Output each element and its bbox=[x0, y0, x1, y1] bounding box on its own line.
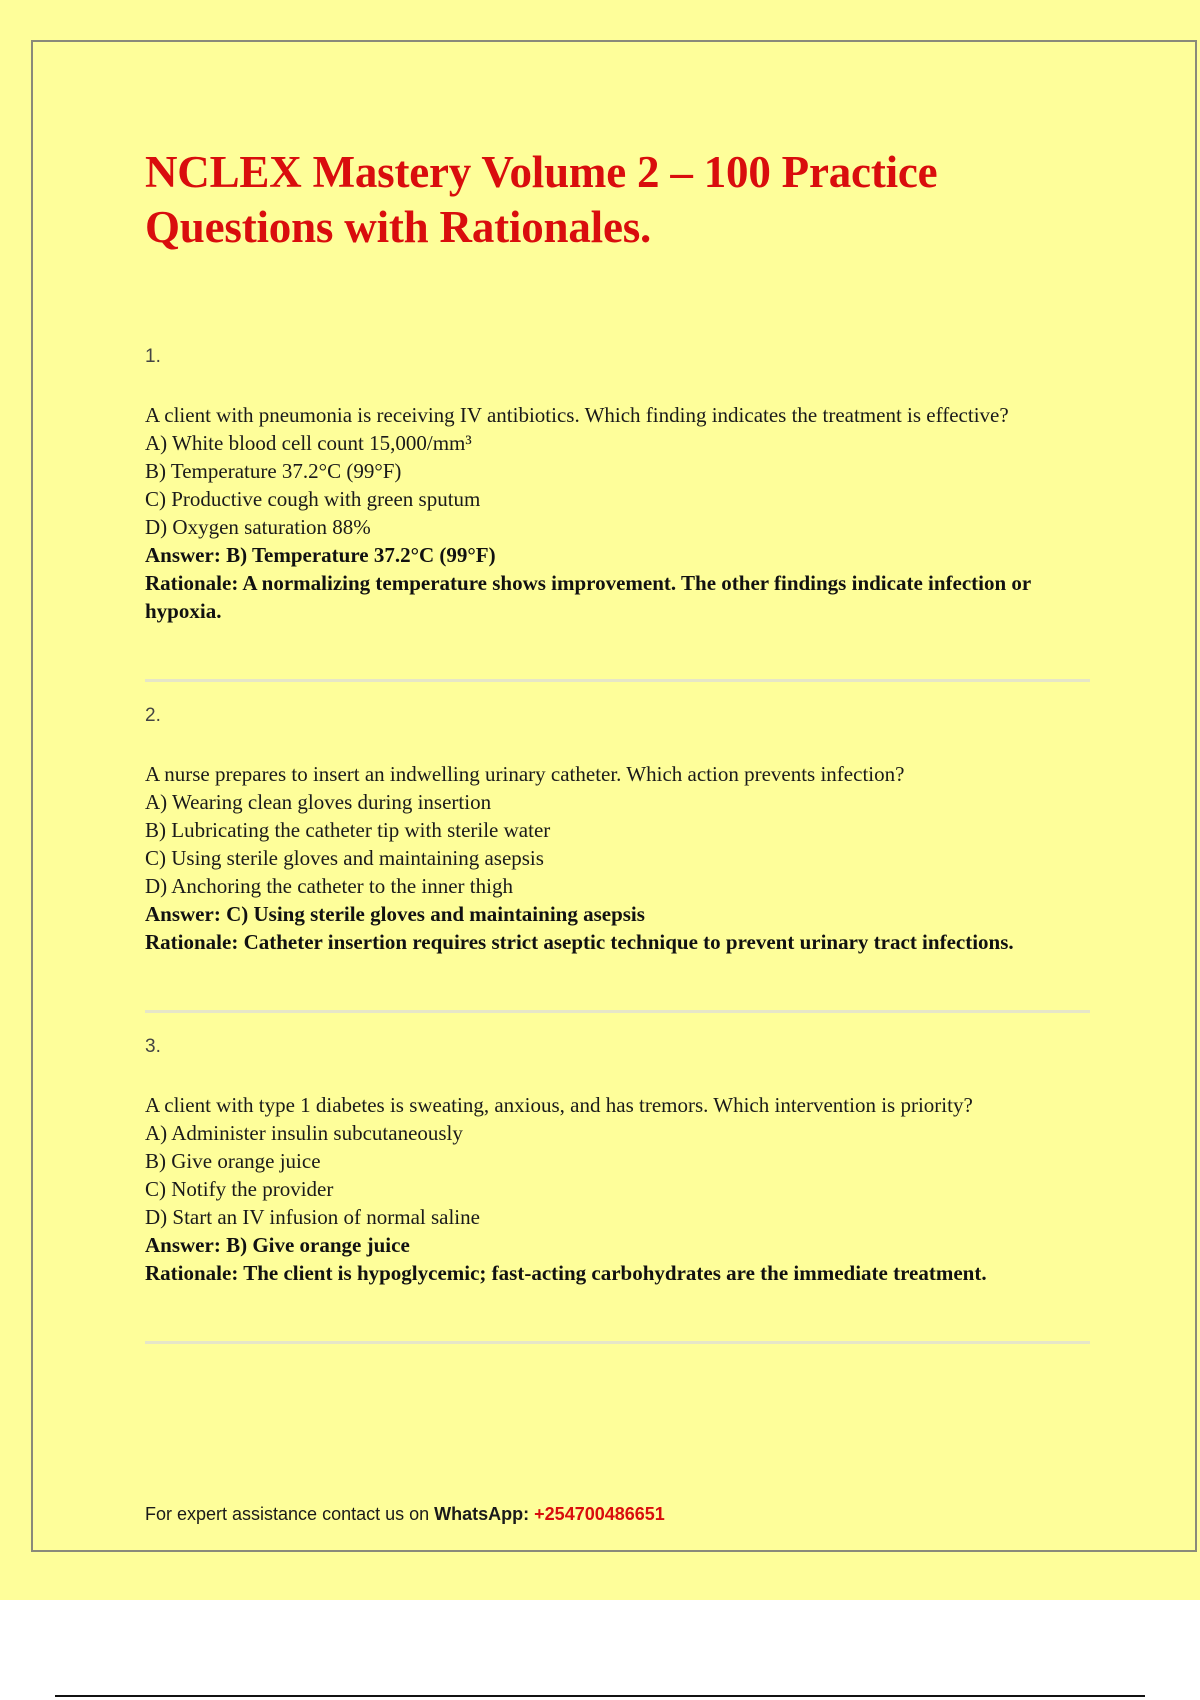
option-d: D) Oxygen saturation 88% bbox=[145, 515, 371, 539]
answer: Answer: B) Temperature 37.2°C (99°F) bbox=[145, 543, 496, 567]
rationale: Rationale: The client is hypoglycemic; fast-acting carbohydrates are the immediate treatment. bbox=[145, 1261, 987, 1285]
section-divider bbox=[145, 1341, 1090, 1344]
option-b: B) Lubricating the catheter tip with sterile water bbox=[145, 818, 551, 842]
question-number: 3. bbox=[145, 1036, 161, 1057]
rationale: Rationale: Catheter insertion requires strict aseptic technique to prevent urinary tract infections. bbox=[145, 930, 1014, 954]
question-stem: A client with type 1 diabetes is sweating, anxious, and has tremors. Which intervention is priority? bbox=[145, 1093, 973, 1117]
document-content bbox=[145, 145, 1090, 1344]
option-a: A) Wearing clean gloves during insertion bbox=[145, 790, 492, 814]
contact-footer bbox=[145, 1500, 665, 1528]
question-1 bbox=[145, 343, 1090, 625]
option-c: C) Productive cough with green sputum bbox=[145, 487, 481, 511]
question-2 bbox=[145, 702, 1090, 956]
option-c: C) Using sterile gloves and maintaining asepsis bbox=[145, 846, 544, 870]
section-divider bbox=[145, 1010, 1090, 1013]
option-c: C) Notify the provider bbox=[145, 1177, 334, 1201]
rationale: Rationale: A normalizing temperature shows improvement. The other findings indicate infection or hypoxia. bbox=[145, 571, 1031, 623]
question-number: 1. bbox=[145, 346, 161, 367]
option-d: D) Anchoring the catheter to the inner thigh bbox=[145, 874, 513, 898]
answer: Answer: B) Give orange juice bbox=[145, 1233, 410, 1257]
footer-channel: WhatsApp: bbox=[434, 1504, 530, 1524]
option-b: B) Temperature 37.2°C (99°F) bbox=[145, 459, 402, 483]
document-title: NCLEX Mastery Volume 2 – 100 Practice Questions with Rationales. bbox=[145, 147, 938, 252]
answer: Answer: C) Using sterile gloves and maintaining asepsis bbox=[145, 902, 645, 926]
footer-prefix: For expert assistance contact us on bbox=[145, 1504, 435, 1524]
question-number: 2. bbox=[145, 705, 161, 726]
bottom-rule bbox=[55, 1695, 1145, 1697]
option-d: D) Start an IV infusion of normal saline bbox=[145, 1205, 480, 1229]
question-stem: A nurse prepares to insert an indwelling urinary catheter. Which action prevents infection? bbox=[145, 762, 905, 786]
option-a: A) Administer insulin subcutaneously bbox=[145, 1121, 463, 1145]
footer-phone-link[interactable]: +254700486651 bbox=[534, 1504, 665, 1524]
question-3 bbox=[145, 1033, 1090, 1287]
option-b: B) Give orange juice bbox=[145, 1149, 321, 1173]
section-divider bbox=[145, 679, 1090, 682]
option-a: A) White blood cell count 15,000/mm³ bbox=[145, 431, 472, 455]
question-stem: A client with pneumonia is receiving IV antibiotics. Which finding indicates the treatment is effective? bbox=[145, 403, 1009, 427]
